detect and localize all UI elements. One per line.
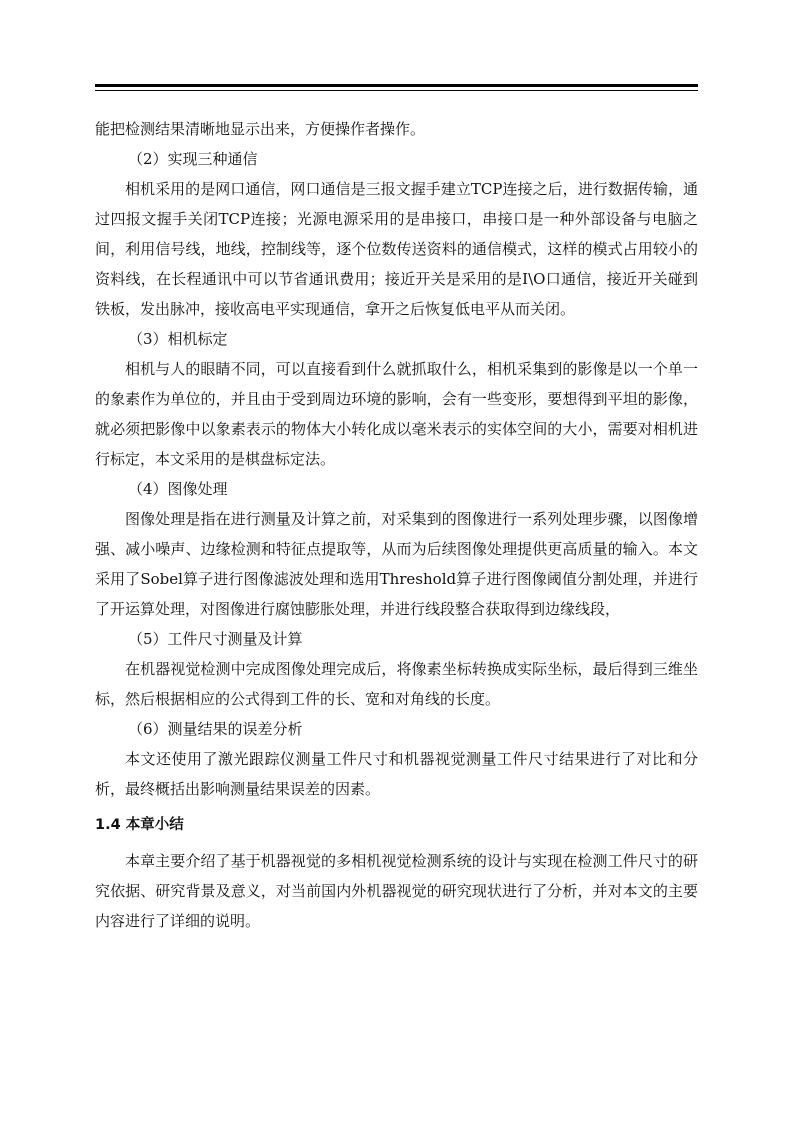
paragraph-summary: 本章主要介绍了基于机器视觉的多相机视觉检测系统的设计与实现在检测工件尺寸的研究依据、研究背景及意义，对当前国内外机器视觉的研究现状进行了分析，并对本文的主要内容进行了详细的说明。 — [95, 852, 698, 930]
header-rule-thin — [95, 90, 698, 91]
paragraph-communication: 相机采用的是网口通信，网口通信是三报文握手建立TCP连接之后，进行数据传输，通过四报文握手关闭TCP连接；光源电源采用的是串接口，串接口是一种外部设备与电脑之间，利用信号线，地线，控制线等，逐个位数传送资料的通信模式，这样的模式占用较小的资料线，在长程通讯中可以节省通讯费用；接近开关是采用的是I\O口通信，接近开关碰到铁板，发出脉冲，接收高电平实现通信，拿开之后恢复低电平从而关闭。 — [95, 180, 698, 318]
subheading-error-analysis: （6）测量结果的误差分析 — [128, 720, 303, 738]
paragraph-image-processing: 图像处理是指在进行测量及计算之前，对采集到的图像进行一系列处理步骤，以图像增强、减小噪声、边缘检测和特征点提取等，从而为后续图像处理提供更高质量的输入。本文采用了Sobel算子进行图像滤波处理和选用Threshold算子进行图像阈值分割处理，并进行了开运算处理，对图像进行腐蚀膨胀处理，并进行线段整合获取得到边缘线段， — [95, 510, 698, 618]
header-rule-thick — [95, 84, 698, 87]
paragraph-continuation: 能把检测结果清晰地显示出来，方便操作者操作。 — [95, 120, 426, 138]
subheading-measurement: （5）工件尺寸测量及计算 — [128, 630, 303, 648]
paragraph-measurement: 在机器视觉检测中完成图像处理完成后，将像素坐标转换成实际坐标，最后得到三维坐标，然后根据相应的公式得到工件的长、宽和对角线的长度。 — [95, 660, 698, 708]
page-body — [95, 114, 698, 936]
paragraph-error-analysis: 本文还使用了激光跟踪仪测量工件尺寸和机器视觉测量工件尺寸结果进行了对比和分析，最终概括出影响测量结果误差的因素。 — [95, 750, 698, 798]
section-heading-summary: 1.4 本章小结 — [95, 817, 184, 833]
subheading-communication: （2）实现三种通信 — [128, 150, 258, 168]
subheading-calibration: （3）相机标定 — [128, 330, 228, 348]
paragraph-calibration: 相机与人的眼睛不同，可以直接看到什么就抓取什么，相机采集到的影像是以一个单一的象素作为单位的，并且由于受到周边环境的影响，会有一些变形，要想得到平坦的影像，就必须把影像中以象素表示的物体大小转化成以毫米表示的实体空间的大小，需要对相机进行标定，本文采用的是棋盘标定法。 — [95, 360, 698, 468]
subheading-image-processing: （4）图像处理 — [128, 480, 228, 498]
